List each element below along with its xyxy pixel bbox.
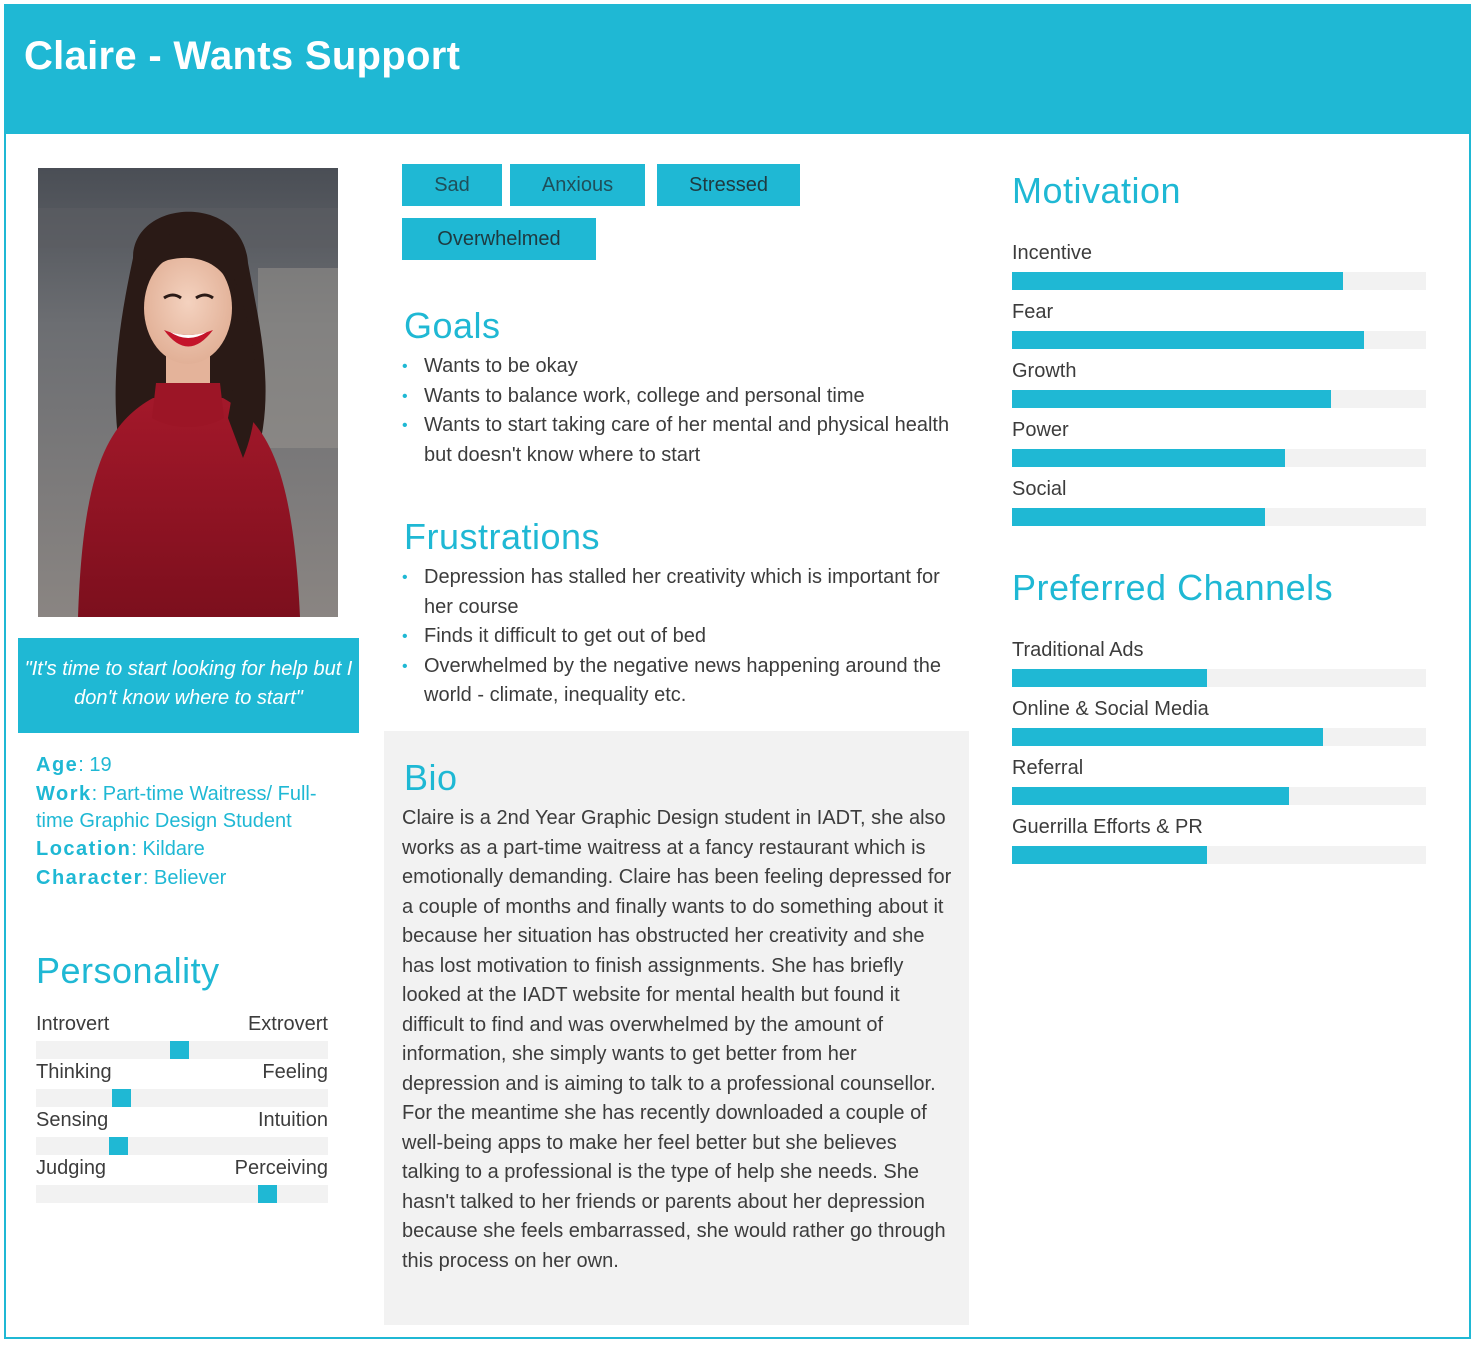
list-item: • Depression has stalled her creativity which is important for her course (402, 563, 957, 622)
scale-left-label: Sensing (36, 1109, 109, 1131)
motivation-bar-track (1012, 449, 1426, 467)
list-item: • Wants to balance work, college and personal time (402, 382, 962, 412)
persona-quote: "It's time to start looking for help but I don't know where to start" (18, 638, 359, 733)
scale-left-label: Introvert (36, 1013, 110, 1035)
list-item: • Wants to start taking care of her mental and physical health but doesn't know where to start (402, 411, 962, 470)
motivation-bar-row (1012, 360, 1426, 416)
age-label: Age (36, 754, 79, 776)
character-line: Character: Believer (36, 867, 227, 889)
motivation-bar-row (1012, 242, 1426, 298)
scale-left-label: Judging (36, 1157, 107, 1179)
channels-title: Preferred Channels (1012, 567, 1334, 608)
age-line: Age: 19 (36, 754, 112, 776)
motivation-bar-row (1012, 419, 1426, 475)
scale-track (36, 1089, 328, 1107)
motivation-bar-label: Social (1012, 478, 1067, 500)
channels-bar-label: Referral (1012, 757, 1084, 779)
scale-track (36, 1041, 328, 1059)
scale-right-label: Perceiving (234, 1157, 328, 1179)
motivation-bar-track (1012, 508, 1426, 526)
personality-scale (36, 1157, 328, 1205)
tag-stressed: Stressed (657, 164, 800, 206)
channels-bar-track (1012, 728, 1426, 746)
work-label: Work (36, 782, 92, 805)
age-value: 19 (89, 754, 112, 776)
page-title: Claire - Wants Support (24, 34, 461, 78)
motivation-bar-track (1012, 272, 1426, 290)
work-value: Part-time Waitress/ Full-time Graphic Design Student (36, 782, 317, 832)
scale-marker (109, 1137, 128, 1155)
motivation-bar-label: Power (1012, 419, 1069, 441)
channels-bar-label: Guerrilla Efforts & PR (1012, 816, 1203, 838)
motivation-bar-label: Fear (1012, 301, 1054, 323)
channels-bar-row (1012, 639, 1426, 695)
motivation-bar-fill (1012, 508, 1265, 526)
bio-title: Bio (404, 757, 458, 798)
channels-bar-fill (1012, 728, 1323, 746)
motivation-bar-row (1012, 478, 1426, 534)
persona-facts (36, 751, 336, 894)
goals-title: Goals (404, 305, 501, 346)
channels-bar-track (1012, 787, 1426, 805)
location-value: Kildare (142, 837, 205, 860)
scale-marker (258, 1185, 277, 1203)
list-item: • Finds it difficult to get out of bed (402, 622, 957, 652)
motivation-bar-fill (1012, 449, 1285, 467)
channels-bar-fill (1012, 669, 1207, 687)
channels-bar-label: Online & Social Media (1012, 698, 1209, 720)
bio-text: Claire is a 2nd Year Graphic Design student in IADT, she also works as a part-time waitress at a fancy restaurant which is emotionally demanding. Claire has been feeling depressed for a couple of months and finally wants to do something about it because her situation has obstructed her creativity and she has lost motivation to finish assignments. She has briefly looked at the IADT website for mental health but found it difficult to find and was overwhelmed by the amount of information, she simply wants to get better from her depression and is aiming to talk to a professional counsellor. For the meantime she has recently downloaded a couple of well-being apps to make her feel better but she believes talking to a professional is the type of help she needs. She hasn't talked to her friends or parents about her depression because she feels embarrassed, she would rather go through this process on her own. (402, 807, 952, 1272)
scale-right-label: Feeling (262, 1061, 328, 1083)
personality-scale (36, 1013, 328, 1061)
channels-bar-track (1012, 669, 1426, 687)
personality-title: Personality (36, 950, 220, 991)
channels-bar-label: Traditional Ads (1012, 639, 1144, 661)
character-value: Believer (154, 867, 227, 889)
frustrations-list (402, 563, 957, 711)
channels-bar-row (1012, 816, 1426, 872)
personality-scale (36, 1109, 328, 1157)
scale-marker (170, 1041, 189, 1059)
motivation-bar-fill (1012, 331, 1364, 349)
work-line: Work: Part-time Waitress/ Full-time Graphic Design Student (36, 782, 317, 832)
persona-photo (38, 168, 338, 617)
list-item: • Overwhelmed by the negative news happening around the world - climate, inequality etc. (402, 652, 957, 711)
motivation-bar-label: Incentive (1012, 242, 1093, 264)
scale-track (36, 1137, 328, 1155)
location-label: Location (36, 837, 132, 860)
motivation-bar-track (1012, 331, 1426, 349)
motivation-bar-row (1012, 301, 1426, 357)
channels-bar-row (1012, 698, 1426, 754)
tag-anxious: Anxious (510, 164, 645, 206)
scale-track (36, 1185, 328, 1203)
motivation-bar-label: Growth (1012, 360, 1077, 382)
goals-list (402, 352, 962, 470)
channels-bar-fill (1012, 846, 1207, 864)
scale-marker (112, 1089, 131, 1107)
channels-bar-row (1012, 757, 1426, 813)
character-label: Character (36, 867, 143, 889)
motivation-bar-fill (1012, 272, 1343, 290)
channels-bar-track (1012, 846, 1426, 864)
scale-right-label: Extrovert (247, 1013, 328, 1035)
scale-right-label: Intuition (257, 1109, 328, 1131)
scale-left-label: Thinking (36, 1061, 112, 1083)
personality-scale (36, 1061, 328, 1109)
frustrations-title: Frustrations (404, 516, 601, 557)
list-item: • Wants to be okay (402, 352, 962, 382)
channels-bar-fill (1012, 787, 1289, 805)
location-line: Location: Kildare (36, 837, 205, 860)
tag-sad: Sad (402, 164, 502, 206)
motivation-bar-track (1012, 390, 1426, 408)
motivation-bar-fill (1012, 390, 1331, 408)
motivation-title: Motivation (1012, 170, 1182, 211)
tag-overwhelmed: Overwhelmed (402, 218, 596, 260)
